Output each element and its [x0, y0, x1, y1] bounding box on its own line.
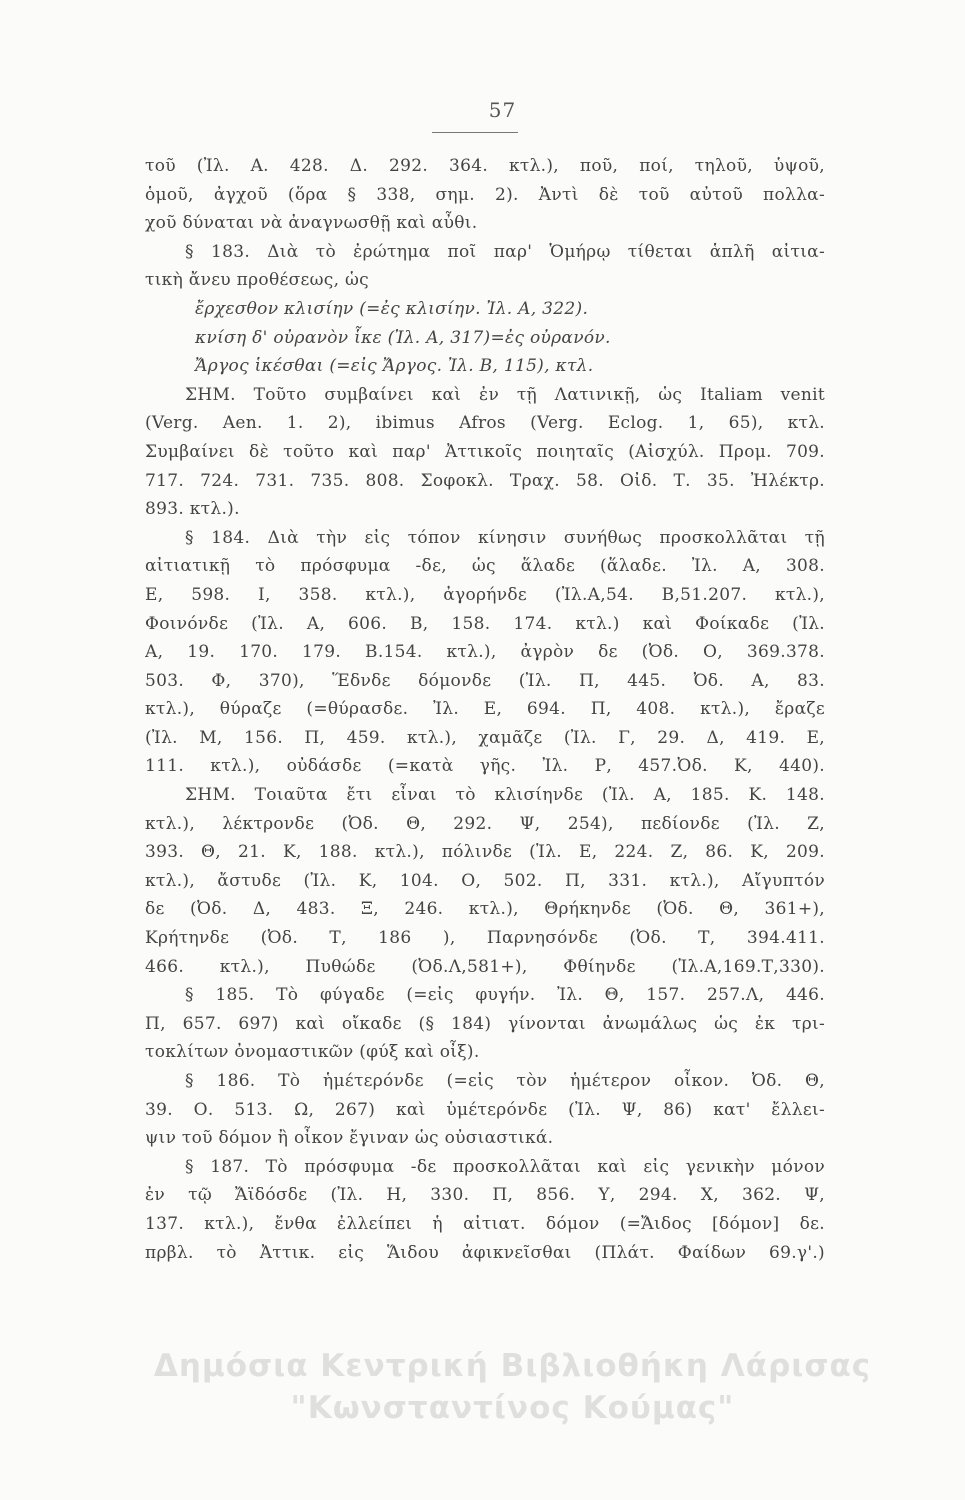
text-line: τοκλίτων ὀνομαστικῶν (φύξ καὶ οἶξ). — [145, 1042, 480, 1063]
text-line: 39. Ο. 513. Ω, 267) καὶ ὑμέτερόνδε (Ἰλ. Ψ, 86) κατ' ἔλλει- — [145, 1099, 825, 1120]
text-line: Ε, 598. Ι, 358. κτλ.), ἀγορήνδε (Ἰλ.Α,54. Β,51.207. κτλ.), — [145, 584, 825, 605]
example-line: ἔρχεσθον κλισίην (=ἐς κλισίην. Ἰλ. Α, 322). — [195, 298, 589, 319]
paragraph-184: § 184. Διὰ τὴν εἰς τόπον κίνησιν συνήθως προσκολλᾶται τῇ — [185, 527, 825, 548]
text-line: 137. κτλ.), ἔνθα ἐλλείπει ἡ αἰτιατ. δόμον (=Ἄιδος [δόμον] δε. — [145, 1213, 825, 1234]
text-line: 503. Φ, 370), Ἕδνδε δόμονδε (Ἰλ. Π, 445. Ὀδ. Α, 83. — [145, 670, 825, 691]
library-watermark: Δημόσια Κεντρική Βιβλιοθήκη Λάρισας — [153, 1348, 872, 1384]
text-line: ψιν τοῦ δόμον ἢ οἶκον ἔγιναν ὡς οὐσιαστικά. — [145, 1128, 554, 1149]
note-line: ΣΗΜ. Τοιαῦτα ἔτι εἶναι τὸ κλισίηνδε (Ἰλ. Α, 185. Κ. 148. — [185, 785, 825, 806]
text-line: Φοινόνδε (Ἰλ. Α, 606. Β, 158. 174. κτλ.) καὶ Φοίκαδε (Ἰλ. — [145, 613, 825, 634]
text-line: πρβλ. τὸ Ἀττικ. εἰς Ἅιδου ἀφικνεῖσθαι (Πλάτ. Φαίδων 69.γ'.) — [145, 1242, 825, 1263]
text-line: χοῦ δύναται νὰ ἀναγνωσθῇ καὶ αὖθι. — [145, 213, 478, 234]
text-line: 111. κτλ.), οὐδάσδε (=κατὰ γῆς. Ἰλ. Ρ, 457.Ὀδ. Κ, 440). — [145, 756, 825, 777]
text-line: (Verg. Aen. 1. 2), ibimus Afros (Verg. Eclog. 1, 65), κτλ. — [145, 413, 825, 434]
note-line: ΣΗΜ. Τοῦτο συμβαίνει καὶ ἐν τῇ Λατινικῇ, ὡς Italiam venit — [185, 384, 825, 405]
text-line: 893. κτλ.). — [145, 499, 240, 520]
page-number: 57 — [488, 98, 517, 122]
library-watermark-subtitle: "Κωνσταντίνος Κούμας" — [290, 1390, 735, 1426]
paragraph-186: § 186. Τὸ ἡμέτερόνδε (=εἰς τὸν ἡμέτερον οἶκον. Ὀδ. Θ, — [185, 1071, 825, 1091]
text-line: δε (Ὀδ. Δ, 483. Ξ, 246. κτλ.), Θρήκηνδε (Ὀδ. Θ, 361+), — [145, 899, 825, 920]
text-line: Π, 657. 697) καὶ οἴκαδε (§ 184) γίνονται ἀνωμάλως ὡς ἐκ τρι- — [145, 1013, 825, 1034]
header-rule — [432, 132, 518, 133]
paragraph-183: § 183. Διὰ τὸ ἐρώτημα ποῖ παρ' Ὁμήρῳ τίθεται ἁπλῆ αἰτια- — [185, 241, 825, 262]
text-line: κτλ.), λέκτρονδε (Ὀδ. Θ, 292. Ψ, 254), πεδίονδε (Ἰλ. Ζ, — [145, 813, 825, 834]
text-line: 466. κτλ.), Πυθώδε (Ὀδ.Λ,581+), Φθίηνδε (Ἰλ.Α,169.Τ,330). — [145, 956, 825, 977]
example-line: Ἄργος ἱκέσθαι (=εἰς Ἄργος. Ἰλ. Β, 115), κτλ. — [195, 356, 594, 377]
text-line: Κρήτηνδε (Ὀδ. Τ, 186 ), Παρνησόνδε (Ὀδ. Τ, 394.411. — [145, 928, 825, 949]
example-line: κνίση δ' οὐρανὸν ἷκε (Ἰλ. Α, 317)=ἐς οὐρανόν. — [195, 327, 611, 348]
text-line: ἐν τῷ Ἄϊδόσδε (Ἰλ. Η, 330. Π, 856. Υ, 294. Χ, 362. Ψ, — [145, 1185, 825, 1206]
text-line: κτλ.), ἄστυδε (Ἰλ. Κ, 104. Ο, 502. Π, 331. κτλ.), Αἴγυπτόν — [145, 870, 825, 891]
text-line: Συμβαίνει δὲ τοῦτο καὶ παρ' Ἀττικοῖς ποιηταῖς (Αἰσχύλ. Προμ. 709. — [145, 441, 825, 462]
text-line: Α, 19. 170. 179. Β.154. κτλ.), ἀγρὸν δε (Ὀδ. Ο, 369.378. — [145, 642, 825, 663]
text-line: ὁμοῦ, ἀγχοῦ (ὅρα § 338, σημ. 2). Ἀντὶ δὲ τοῦ αὐτοῦ πολλα- — [145, 184, 825, 205]
text-line: 717. 724. 731. 735. 808. Σοφοκλ. Τραχ. 58. Οἰδ. Τ. 35. Ἠλέκτρ. — [145, 470, 825, 491]
text-line: κτλ.), θύραζε (=θύρασδε. Ἰλ. Ε, 694. Π, 408. κτλ.), ἔραζε — [145, 699, 825, 720]
text-line: τικὴ ἄνευ προθέσεως, ὡς — [145, 270, 369, 291]
text-line: αἰτιατικῇ τὸ πρόσφυμα -δε, ὡς ἅλαδε (ἅλαδε. Ἰλ. Α, 308. — [145, 556, 825, 577]
body-text — [145, 152, 825, 1267]
text-line: (Ἰλ. Μ, 156. Π, 459. κτλ.), χαμᾶζε (Ἰλ. Γ, 29. Δ, 419. Ε, — [145, 727, 825, 748]
text-line: 393. Θ, 21. Κ, 188. κτλ.), πόλινδε (Ἰλ. Ε, 224. Ζ, 86. Κ, 209. — [145, 842, 825, 863]
paragraph-185: § 185. Τὸ φύγαδε (=εἰς φυγήν. Ἰλ. Θ, 157. 257.Λ, 446. — [185, 985, 825, 1006]
paragraph-187: § 187. Τὸ πρόσφυμα -δε προσκολλᾶται καὶ εἰς γενικὴν μόνον — [185, 1156, 825, 1177]
text-line: τοῦ (Ἰλ. Α. 428. Δ. 292. 364. κτλ.), ποῦ, ποί, τηλοῦ, ὑψοῦ, — [145, 156, 825, 176]
